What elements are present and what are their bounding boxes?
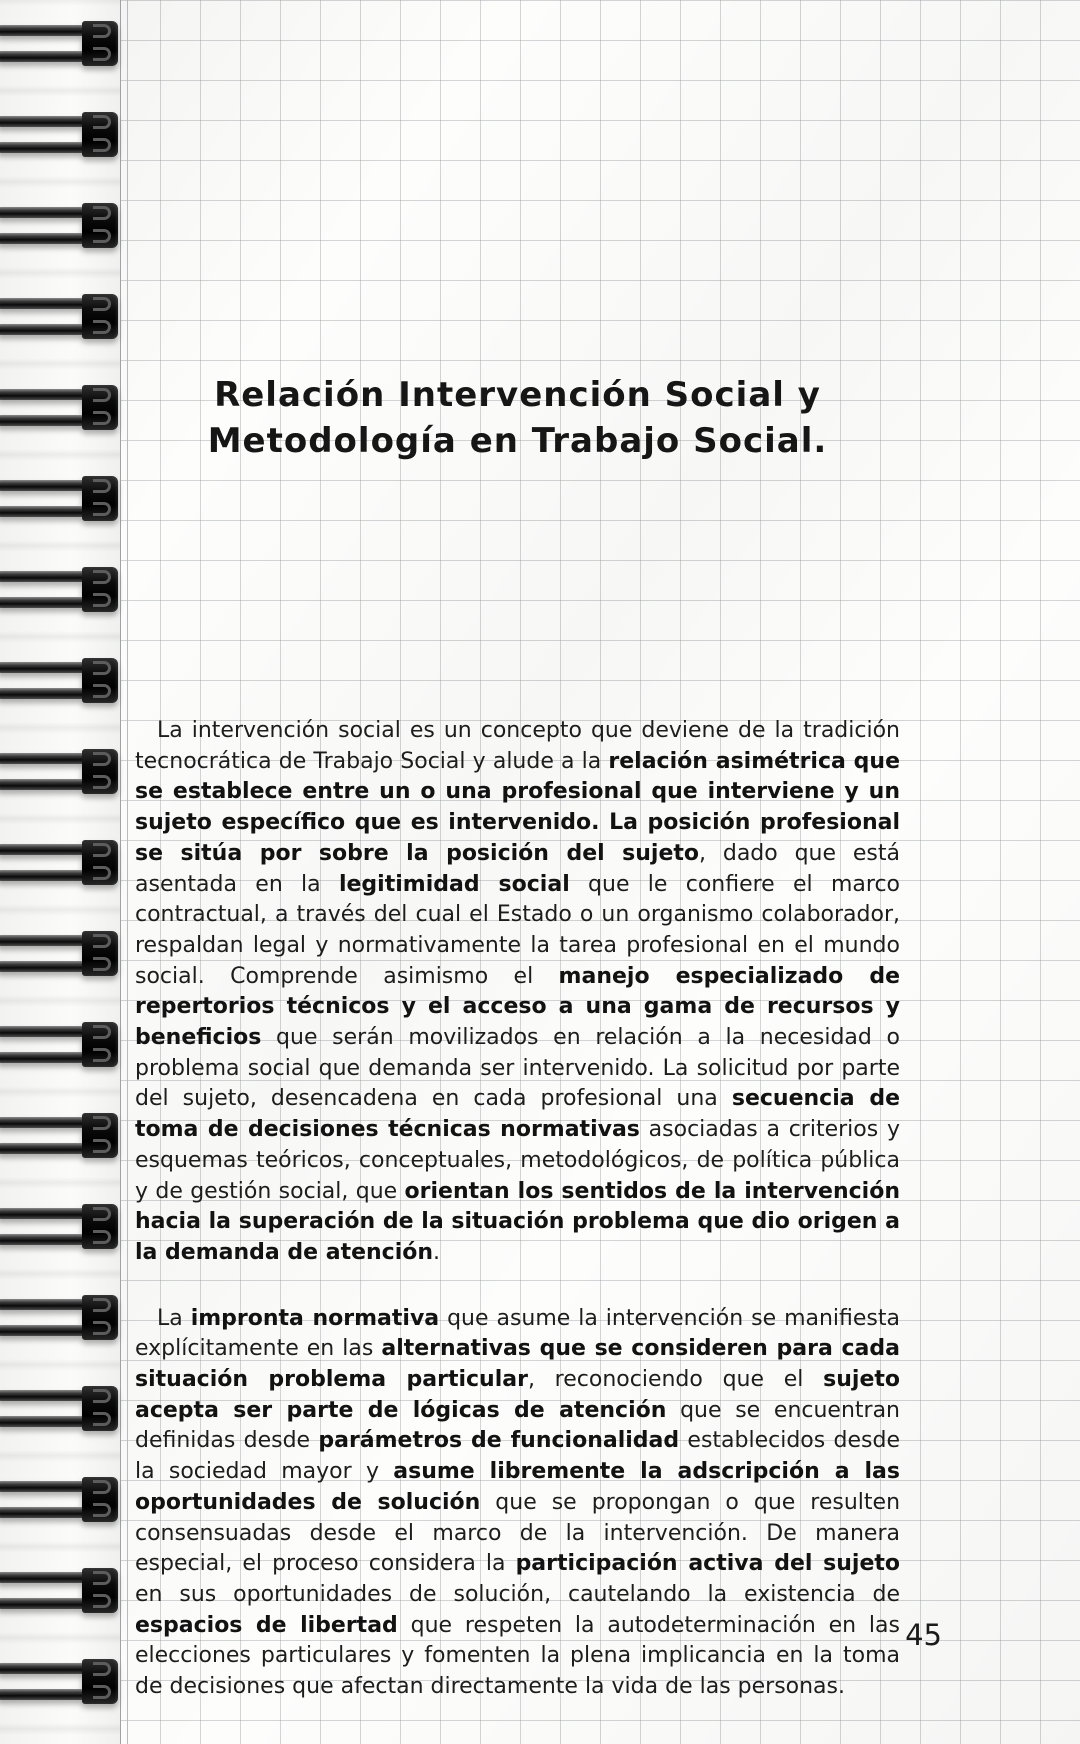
ring-clamp [82, 1204, 118, 1249]
ring-hook-bottom [93, 1230, 111, 1244]
ring-clamp [82, 840, 118, 885]
ring-hook-bottom [93, 1321, 111, 1335]
ring-hook-top [93, 752, 111, 766]
ring-clamp [82, 931, 118, 976]
ring-hook-bottom [93, 229, 111, 243]
ring-hook-top [93, 1207, 111, 1221]
spiral-ring-icon [0, 843, 120, 883]
ring-hook-bottom [93, 593, 111, 607]
spiral-ring-icon [0, 479, 120, 519]
spiral-ring-icon [0, 1116, 120, 1156]
spiral-ring-icon [0, 1480, 120, 1520]
ring-clamp [82, 567, 118, 612]
ring-clamp [82, 476, 118, 521]
title-line-1: Relación Intervención Social y [214, 375, 821, 415]
page-edge-line [120, 0, 121, 1744]
ring-hook-top [93, 843, 111, 857]
ring-hook-bottom [93, 1048, 111, 1062]
ring-hook-top [93, 1480, 111, 1494]
ring-clamp [82, 1113, 118, 1158]
spiral-ring-icon [0, 1389, 120, 1429]
spiral-ring-icon [0, 1207, 120, 1247]
ring-hook-bottom [93, 775, 111, 789]
page-content [135, 0, 900, 1703]
spiral-ring-icon [0, 1025, 120, 1065]
ring-clamp [82, 1659, 118, 1704]
ring-clamp [82, 658, 118, 703]
ring-hook-top [93, 1662, 111, 1676]
page-number: 45 [905, 1618, 942, 1652]
ring-hook-top [93, 115, 111, 129]
title-line-2: Metodología en Trabajo Social. [207, 421, 828, 461]
ring-hook-top [93, 1298, 111, 1312]
ring-clamp [82, 1568, 118, 1613]
ring-hook-top [93, 24, 111, 38]
ring-hook-top [93, 479, 111, 493]
ring-hook-bottom [93, 866, 111, 880]
spiral-binding [0, 0, 120, 1744]
ring-hook-bottom [93, 684, 111, 698]
spiral-ring-icon [0, 115, 120, 155]
ring-hook-bottom [93, 411, 111, 425]
ring-hook-bottom [93, 502, 111, 516]
ring-clamp [82, 21, 118, 66]
spiral-ring-icon [0, 1571, 120, 1611]
ring-hook-bottom [93, 1503, 111, 1517]
ring-hook-top [93, 1025, 111, 1039]
ring-hook-bottom [93, 47, 111, 61]
ring-hook-bottom [93, 138, 111, 152]
ring-clamp [82, 112, 118, 157]
ring-hook-bottom [93, 1594, 111, 1608]
spiral-ring-icon [0, 1298, 120, 1338]
page-title [135, 372, 900, 464]
spiral-ring-icon [0, 752, 120, 792]
ring-hook-top [93, 388, 111, 402]
ring-clamp [82, 385, 118, 430]
ring-hook-top [93, 1571, 111, 1585]
ring-hook-bottom [93, 1139, 111, 1153]
ring-clamp [82, 1477, 118, 1522]
spiral-ring-icon [0, 297, 120, 337]
page-margin-line [127, 0, 128, 1744]
ring-clamp [82, 1022, 118, 1067]
spiral-ring-icon [0, 1662, 120, 1702]
spiral-ring-icon [0, 388, 120, 428]
ring-hook-top [93, 1116, 111, 1130]
spiral-ring-icon [0, 570, 120, 610]
paper-sheet [120, 0, 1080, 1744]
ring-hook-top [93, 1389, 111, 1403]
ring-hook-bottom [93, 1412, 111, 1426]
spiral-ring-icon [0, 24, 120, 64]
paragraph-impronta-normativa: La impronta normativa que asume la intervención se manifiesta explícitamente en las alternativas que se consideren para cada situación problema particular, reconociendo que el sujeto acepta ser parte de lógicas de atención que se encuentran definidas desde parámetros de funcionalidad establecidos desde la sociedad mayor y asume libremente la adscripción a las oportunidades de solución que se propongan o que resulten consensuadas desde el marco de la intervención. De manera especial, el proceso considera la participación activa del sujeto en sus oportunidades de solución, cautelando la existencia de espacios de libertad que respeten la autodeterminación en las elecciones particulares y fomenten la plena implicancia en la toma de decisiones que afectan directamente la vida de las personas. [135, 1305, 901, 1700]
ring-clamp [82, 1295, 118, 1340]
spiral-ring-icon [0, 206, 120, 246]
ring-hook-top [93, 934, 111, 948]
ring-hook-top [93, 206, 111, 220]
ring-hook-top [93, 297, 111, 311]
ring-hook-bottom [93, 1685, 111, 1699]
ring-hook-top [93, 661, 111, 675]
ring-hook-bottom [93, 320, 111, 334]
ring-clamp [82, 1386, 118, 1431]
ring-hook-top [93, 570, 111, 584]
ring-clamp [82, 203, 118, 248]
ring-hook-bottom [93, 957, 111, 971]
ring-clamp [82, 294, 118, 339]
spiral-ring-icon [0, 934, 120, 974]
spiral-ring-icon [0, 661, 120, 701]
paragraph-intervencion-social: La intervención social es un concepto que deviene de la tradición tecnocrática de Trabajo Social y alude a la relación asimétrica que se establece entre un o una profesional que interviene y un sujeto específico que es intervenido. La posición profesional se sitúa por sobre la posición del sujeto, dado que está asentada en la legitimidad social que le confiere el marco contractual, a través del cual el Estado o un organismo colaborador, respaldan legal y normativamente la tarea profesional en el mundo social. Comprende asimismo el manejo especializado de repertorios técnicos y el acceso a una gama de recursos y beneficios que serán movilizados en relación a la necesidad o problema social que demanda ser intervenido. La solicitud por parte del sujeto, desencadena en cada profesional una secuencia de toma de decisiones técnicas normativas asociadas a criterios y esquemas teóricos, conceptuales, metodológicos, de política pública y de gestión social, que orientan los sentidos de la intervención hacia la superación de la situación problema que dio origen a la demanda de atención. [135, 718, 901, 1265]
ring-clamp [82, 749, 118, 794]
